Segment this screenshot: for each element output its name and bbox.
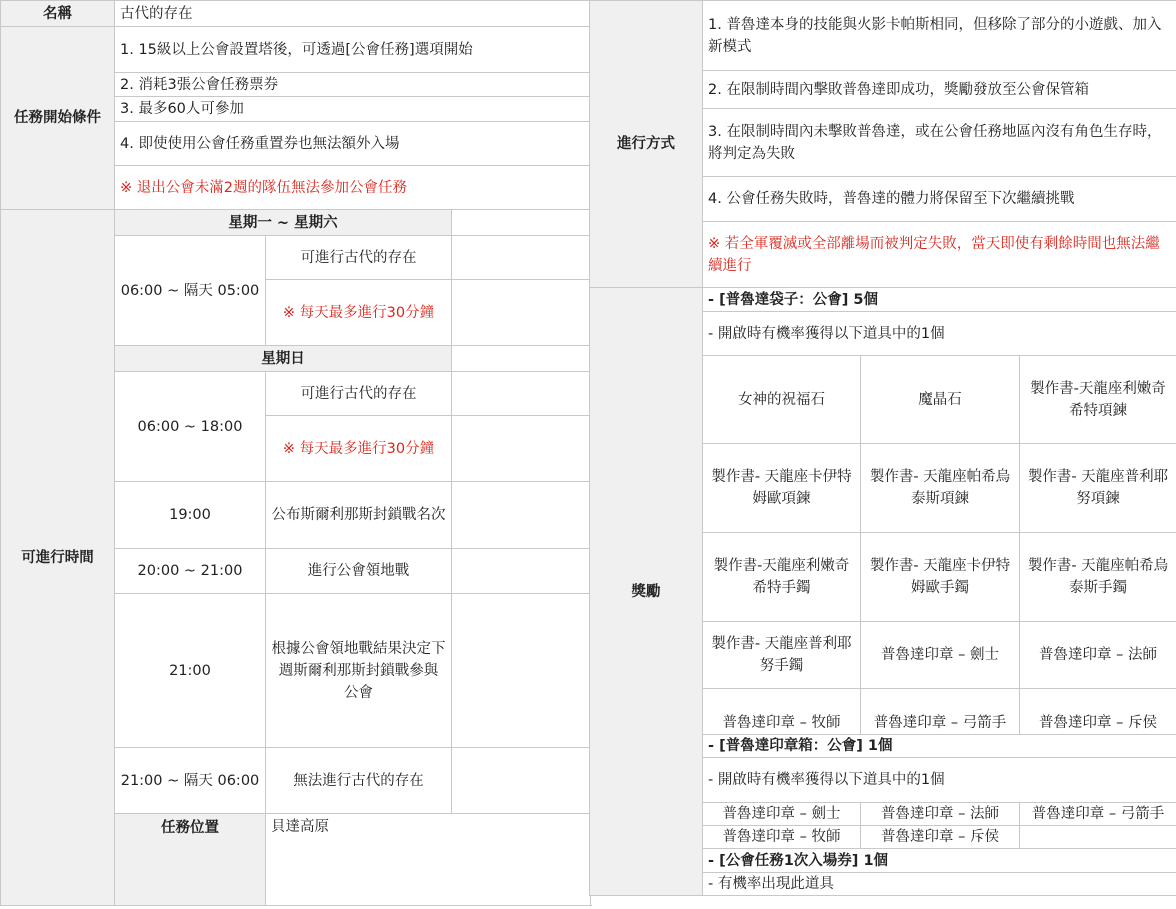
sunday-note: ※ 每天最多進行30分鐘 (266, 416, 452, 482)
reward-item: 製作書- 天龍座帕希烏泰斯手鐲 (1020, 533, 1176, 622)
reward-item: 女神的祝福石 (703, 356, 861, 444)
location-label: 任務位置 (115, 814, 266, 906)
name-value: 古代的存在 (115, 1, 591, 27)
sunday-time: 19:00 (115, 482, 266, 549)
start-condition-label: 任務開始條件 (1, 27, 115, 210)
method-item: 1. 普魯達本身的技能與火影卡帕斯相同，但移除了部分的小遊戲、加入新模式 (703, 1, 1176, 71)
weekday-desc: 可進行古代的存在 (266, 236, 452, 280)
reward-seal: 普魯達印章 – 牧師 (703, 826, 861, 849)
reward-item: 普魯達印章 – 斥侯 (1020, 689, 1176, 735)
sunday-header: 星期日 (115, 346, 452, 372)
reward-item: 魔晶石 (861, 356, 1020, 444)
sunday-desc: 無法進行古代的存在 (266, 748, 452, 814)
reward-item: 普魯達印章 – 牧師 (703, 689, 861, 735)
sunday-time: 21:00 ~ 隔天 06:00 (115, 748, 266, 814)
reward-seal: 普魯達印章 – 弓箭手 (1020, 803, 1176, 826)
method-label: 進行方式 (590, 1, 703, 288)
sunday-desc: 可進行古代的存在 (266, 372, 452, 416)
name-label: 名稱 (1, 1, 115, 27)
weekday-header: 星期一 ~ 星期六 (115, 210, 452, 236)
start-condition-item: 3. 最多60人可參加 (115, 97, 591, 122)
reward-box-title: - [普魯達印章箱：公會] 1個 (703, 735, 1176, 758)
reward-item: 製作書- 天龍座普利耶努項鍊 (1020, 444, 1176, 533)
reward-seal: 普魯達印章 – 斥侯 (861, 826, 1020, 849)
reward-item: 製作書- 天龍座普利耶努手鐲 (703, 622, 861, 689)
reward-item: 普魯達印章 – 劍士 (861, 622, 1020, 689)
sunday-time: 06:00 ~ 18:00 (115, 372, 266, 482)
reward-ticket-desc: - 有機率出現此道具 (703, 873, 1176, 896)
quest-method-reward-table (589, 0, 1176, 896)
start-condition-item: 1. 15級以上公會設置塔後，可透過[公會任務]選項開始 (115, 27, 591, 73)
reward-item: 製作書- 天龍座卡伊特姆歐手鐲 (861, 533, 1020, 622)
method-item: 4. 公會任務失敗時，普魯達的體力將保留至下次繼續挑戰 (703, 177, 1176, 222)
reward-seal (1020, 826, 1176, 849)
weekday-time: 06:00 ~ 隔天 05:00 (115, 236, 266, 346)
reward-seal: 普魯達印章 – 劍士 (703, 803, 861, 826)
method-item: 3. 在限制時間內未擊敗普魯達，或在公會任務地區內沒有角色生存時，將判定為失敗 (703, 109, 1176, 177)
sunday-desc: 根據公會領地戰結果決定下週斯爾利那斯封鎖戰參與 公會 (266, 594, 452, 748)
method-item: 2. 在限制時間內擊敗普魯達即成功，獎勵發放至公會保管箱 (703, 71, 1176, 109)
sunday-time: 21:00 (115, 594, 266, 748)
weekday-note: ※ 每天最多進行30分鐘 (266, 280, 452, 346)
reward-item: 製作書-天龍座利嫩奇希特項鍊 (1020, 356, 1176, 444)
reward-item: 製作書- 天龍座帕希烏泰斯項鍊 (861, 444, 1020, 533)
reward-item: 製作書-天龍座利嫩奇希特手鐲 (703, 533, 861, 622)
method-note: ※ 若全軍覆滅或全部離場而被判定失敗，當天即使有剩餘時間也無法繼續進行 (703, 222, 1176, 288)
reward-bag-desc: - 開啟時有機率獲得以下道具中的1個 (703, 312, 1176, 356)
reward-ticket-title: - [公會任務1次入場券] 1個 (703, 849, 1176, 873)
start-condition-note: ※ 退出公會未滿2週的隊伍無法參加公會任務 (115, 166, 591, 210)
reward-bag-title: - [普魯達袋子：公會] 5個 (703, 288, 1176, 312)
reward-item: 普魯達印章 – 弓箭手 (861, 689, 1020, 735)
location-value: 貝達高原 (266, 814, 591, 906)
reward-seal: 普魯達印章 – 法師 (861, 803, 1020, 826)
start-condition-item: 4. 即使使用公會任務重置券也無法額外入場 (115, 122, 591, 166)
reward-box-desc: - 開啟時有機率獲得以下道具中的1個 (703, 758, 1176, 803)
sunday-desc: 進行公會領地戰 (266, 549, 452, 594)
reward-item: 製作書- 天龍座卡伊特姆歐項鍊 (703, 444, 861, 533)
reward-label: 獎勵 (590, 288, 703, 896)
available-time-label: 可進行時間 (1, 210, 115, 906)
start-condition-item: 2. 消耗3張公會任務票券 (115, 73, 591, 97)
sunday-time: 20:00 ~ 21:00 (115, 549, 266, 594)
reward-item: 普魯達印章 – 法師 (1020, 622, 1176, 689)
sunday-desc: 公布斯爾利那斯封鎖戰名次 (266, 482, 452, 549)
